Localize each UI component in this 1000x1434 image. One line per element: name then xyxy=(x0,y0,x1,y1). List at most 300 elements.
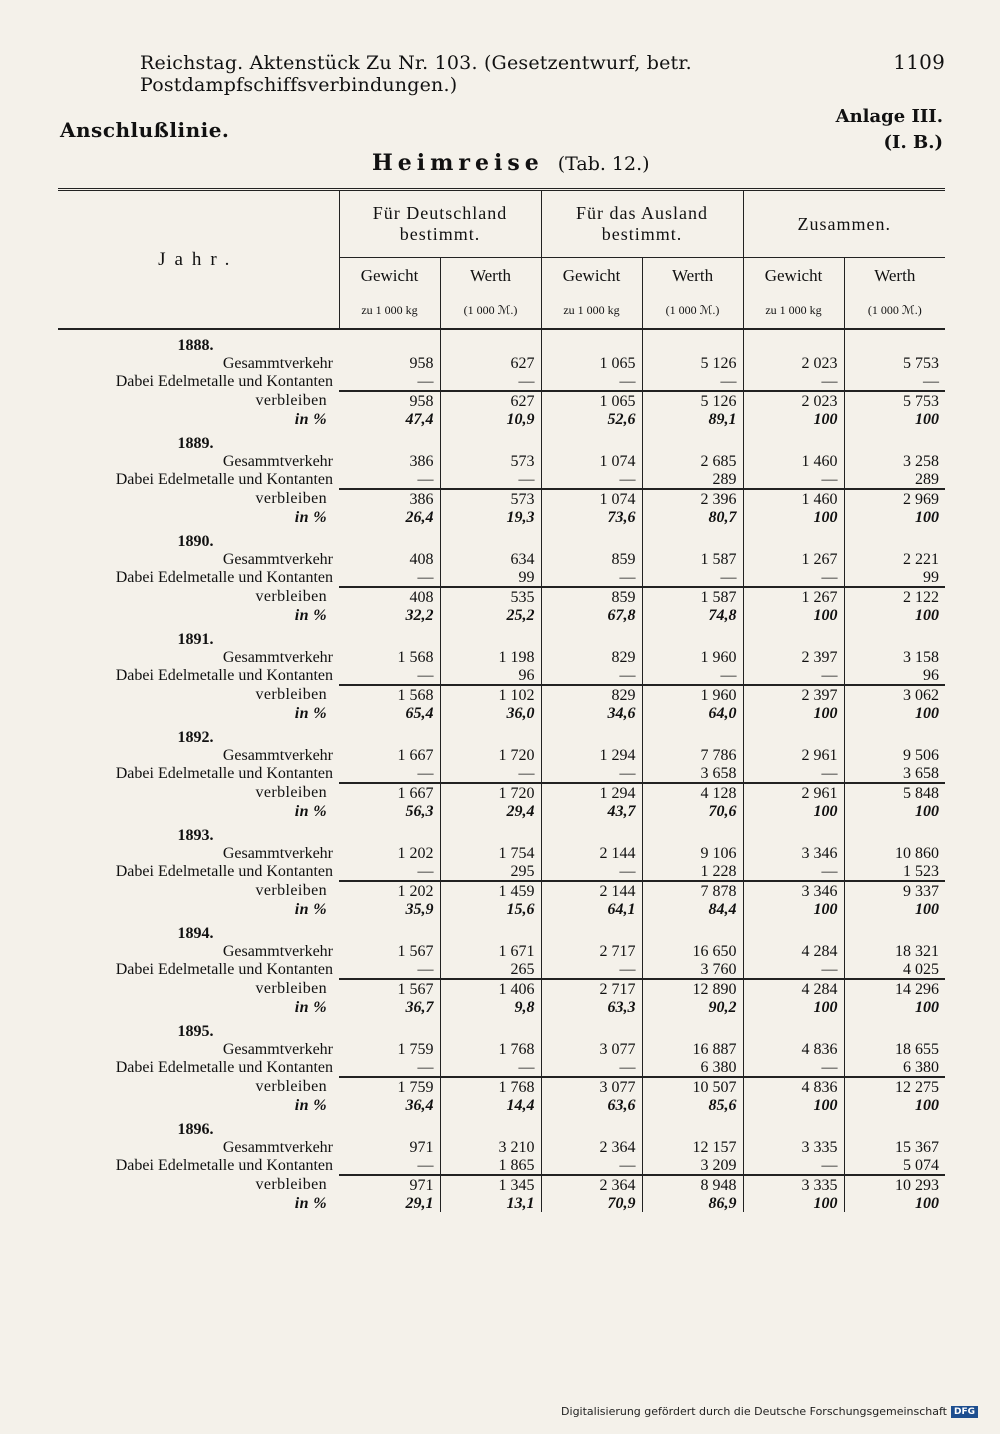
table-cell: 63,3 xyxy=(541,998,642,1016)
table-cell: — xyxy=(743,666,844,685)
table-cell: 18 655 xyxy=(895,1040,940,1058)
table-cell: 1 667 xyxy=(339,746,440,764)
table-cell: 3 158 xyxy=(903,648,940,666)
table-row xyxy=(58,900,945,918)
table-cell: 3 077 xyxy=(541,1040,642,1058)
table-cell xyxy=(339,820,440,844)
row-label: in % xyxy=(294,508,327,526)
table-cell: 1 074 xyxy=(541,489,642,508)
year-label: 1893. xyxy=(177,826,214,844)
table-cell xyxy=(844,1016,945,1040)
year-label: 1888. xyxy=(177,336,214,354)
table-cell xyxy=(440,526,541,550)
table-cell: 9 506 xyxy=(903,746,940,764)
table-cell: — xyxy=(541,1156,642,1175)
footer-text: Digitalisierung gefördert durch die Deutsche Forschungsgemeinschaft xyxy=(561,1405,947,1418)
table-row xyxy=(58,764,945,783)
table-cell: — xyxy=(541,764,642,783)
table-cell xyxy=(339,722,440,746)
table-cell: 100 xyxy=(915,802,940,820)
table-cell: 1 587 xyxy=(642,587,743,606)
table-cell: 2 144 xyxy=(541,881,642,900)
group-header-germany: Für Deutschland bestimmt. xyxy=(339,190,541,258)
table-cell: 2 969 xyxy=(844,489,945,508)
table-cell xyxy=(642,820,743,844)
table-cell: 627 xyxy=(440,391,541,410)
table-cell: — xyxy=(743,1058,844,1077)
table-cell xyxy=(844,722,945,746)
table-cell: 7 878 xyxy=(642,881,743,900)
row-label: verbleiben xyxy=(255,588,327,605)
table-cell: — xyxy=(440,372,541,391)
row-label: Dabei Edelmetalle und Kontanten xyxy=(115,765,333,782)
table-cell: — xyxy=(339,960,440,979)
annex-line-1: Anlage III. xyxy=(835,106,943,127)
table-cell xyxy=(642,526,743,550)
table-cell: 2 685 xyxy=(642,452,743,470)
row-label: verbleiben xyxy=(255,686,327,703)
table-cell: 265 xyxy=(440,960,541,979)
table-body xyxy=(58,329,945,1212)
year-label: 1889. xyxy=(177,434,214,452)
table-cell: 1 460 xyxy=(743,452,844,470)
table-cell: 3 658 xyxy=(903,764,940,782)
table-cell: — xyxy=(743,372,844,391)
table-cell: 1 202 xyxy=(339,844,440,862)
sub-header xyxy=(844,258,945,330)
year-row xyxy=(58,1114,945,1138)
table-cell: — xyxy=(541,666,642,685)
table-row xyxy=(58,998,945,1016)
table-row xyxy=(58,648,945,666)
table-title-text: Heimreise xyxy=(372,150,544,176)
group-header-total: Zusammen. xyxy=(743,190,945,258)
row-label: Dabei Edelmetalle und Kontanten xyxy=(115,569,333,586)
table-cell xyxy=(743,428,844,452)
table-cell: 1 567 xyxy=(339,979,440,998)
table-cell: 1 768 xyxy=(440,1040,541,1058)
table-cell: 3 210 xyxy=(440,1138,541,1156)
table-cell: 25,2 xyxy=(440,606,541,624)
table-cell xyxy=(844,820,945,844)
table-cell xyxy=(541,428,642,452)
table-cell: 2 397 xyxy=(743,685,844,704)
table-row xyxy=(58,1194,945,1212)
table-cell: — xyxy=(339,764,440,783)
row-label: verbleiben xyxy=(255,980,327,997)
table-row xyxy=(58,960,945,979)
table-row xyxy=(58,587,945,606)
footer xyxy=(561,1405,978,1418)
table-row xyxy=(58,1077,945,1096)
table-cell: 80,7 xyxy=(642,508,743,526)
table-cell: 4 128 xyxy=(642,783,743,802)
table-cell: 29,1 xyxy=(339,1194,440,1212)
table-cell xyxy=(642,428,743,452)
table-cell: 3 346 xyxy=(743,881,844,900)
table-row xyxy=(58,1175,945,1194)
table-cell: 19,3 xyxy=(440,508,541,526)
table-cell: 5 753 xyxy=(903,354,940,372)
row-label: Gesammtverkehr xyxy=(222,1138,333,1156)
table-cell: 386 xyxy=(339,452,440,470)
sub-header-unit: (1 000 ℳ.) xyxy=(867,303,922,317)
table-cell: — xyxy=(541,470,642,489)
row-label: in % xyxy=(294,900,327,918)
table-cell: 1 568 xyxy=(339,648,440,666)
table-cell xyxy=(440,722,541,746)
running-head xyxy=(140,50,945,96)
dfg-logo: DFG xyxy=(951,1406,978,1418)
table-cell xyxy=(541,526,642,550)
row-label: Dabei Edelmetalle und Kontanten xyxy=(115,1059,333,1076)
table-cell: 100 xyxy=(743,704,844,722)
table-cell xyxy=(339,918,440,942)
table-row xyxy=(58,1040,945,1058)
table-cell: 958 xyxy=(339,354,440,372)
table-cell xyxy=(541,1016,642,1040)
table-cell: 5 126 xyxy=(642,391,743,410)
table-cell: — xyxy=(339,862,440,881)
table-cell: 10 293 xyxy=(844,1175,945,1194)
table-cell xyxy=(642,624,743,648)
table-cell: 1 759 xyxy=(339,1040,440,1058)
table-cell: 15 367 xyxy=(895,1138,940,1156)
row-label: Gesammtverkehr xyxy=(222,648,333,666)
row-label: in % xyxy=(294,410,327,428)
table-row xyxy=(58,489,945,508)
table-row xyxy=(58,746,945,764)
table-cell: 100 xyxy=(915,900,940,918)
table-cell: 5 074 xyxy=(903,1156,940,1174)
table-cell xyxy=(440,918,541,942)
row-label: Dabei Edelmetalle und Kontanten xyxy=(115,961,333,978)
table-row xyxy=(58,783,945,802)
table-cell: 1 523 xyxy=(903,862,940,880)
table-cell: 1 065 xyxy=(541,391,642,410)
table-cell: 573 xyxy=(440,489,541,508)
row-label: Gesammtverkehr xyxy=(222,452,333,470)
row-label: verbleiben xyxy=(255,490,327,507)
table-row xyxy=(58,606,945,624)
table-cell: 3 346 xyxy=(743,844,844,862)
table-cell: 1 720 xyxy=(440,783,541,802)
table-cell xyxy=(440,624,541,648)
table-cell: 1 345 xyxy=(440,1175,541,1194)
table-cell: 4 836 xyxy=(743,1040,844,1058)
table-cell: 2 122 xyxy=(844,587,945,606)
table-cell: 8 948 xyxy=(642,1175,743,1194)
table-cell xyxy=(339,329,440,354)
table-cell: 295 xyxy=(440,862,541,881)
table-row xyxy=(58,410,945,428)
row-label: verbleiben xyxy=(255,784,327,801)
table-cell xyxy=(541,624,642,648)
row-label: verbleiben xyxy=(255,392,327,409)
table-cell xyxy=(743,1016,844,1040)
table-cell: 36,0 xyxy=(440,704,541,722)
table-cell: 1 294 xyxy=(541,783,642,802)
table-row xyxy=(58,372,945,391)
table-row xyxy=(58,844,945,862)
table-cell: — xyxy=(339,1058,440,1077)
table-cell: 829 xyxy=(541,685,642,704)
table-cell xyxy=(743,820,844,844)
table-cell: 4 025 xyxy=(903,960,940,978)
table-cell: 289 xyxy=(642,470,743,489)
table-cell: 2 961 xyxy=(743,746,844,764)
table-cell: 5 126 xyxy=(642,354,743,372)
year-row xyxy=(58,526,945,550)
table-cell: — xyxy=(743,1156,844,1175)
year-label: 1890. xyxy=(177,532,214,550)
sub-header xyxy=(642,258,743,330)
table-cell: 86,9 xyxy=(642,1194,743,1212)
table-cell: 16 887 xyxy=(642,1040,743,1058)
table-cell: 6 380 xyxy=(903,1058,940,1076)
year-row xyxy=(58,820,945,844)
table-cell: 65,4 xyxy=(339,704,440,722)
table-cell: 100 xyxy=(743,508,844,526)
table-cell xyxy=(339,624,440,648)
table-cell: 90,2 xyxy=(642,998,743,1016)
table-cell: 535 xyxy=(440,587,541,606)
year-row xyxy=(58,918,945,942)
table-cell: 47,4 xyxy=(339,410,440,428)
table-cell: 1 459 xyxy=(440,881,541,900)
row-label: verbleiben xyxy=(255,1078,327,1095)
row-label: Dabei Edelmetalle und Kontanten xyxy=(115,471,333,488)
table-cell xyxy=(743,329,844,354)
year-label: 1895. xyxy=(177,1022,214,1040)
table-row xyxy=(58,1096,945,1114)
table-cell: 5 753 xyxy=(844,391,945,410)
table-cell xyxy=(440,1114,541,1138)
table-cell xyxy=(541,820,642,844)
table-cell: 100 xyxy=(743,900,844,918)
annex-label xyxy=(836,104,943,156)
sub-header-label: Werth xyxy=(874,266,916,285)
table-cell xyxy=(339,428,440,452)
table-cell xyxy=(339,1016,440,1040)
table-cell: 1 865 xyxy=(440,1156,541,1175)
table-cell: 1 294 xyxy=(541,746,642,764)
sub-header-unit: (1 000 ℳ.) xyxy=(463,303,518,317)
year-label: 1894. xyxy=(177,924,214,942)
table-row xyxy=(58,666,945,685)
table-cell: 971 xyxy=(339,1175,440,1194)
row-label: Gesammtverkehr xyxy=(222,942,333,960)
table-cell: 6 380 xyxy=(642,1058,743,1077)
table-cell: 56,3 xyxy=(339,802,440,820)
table-cell: 1 568 xyxy=(339,685,440,704)
table-cell: 96 xyxy=(440,666,541,685)
table-cell xyxy=(844,526,945,550)
page-number: 1109 xyxy=(893,50,945,74)
table-cell xyxy=(339,1114,440,1138)
table-cell: 1 720 xyxy=(440,746,541,764)
row-label: Gesammtverkehr xyxy=(222,550,333,568)
year-label: 1896. xyxy=(177,1120,214,1138)
table-cell: 1 202 xyxy=(339,881,440,900)
sub-header-unit: zu 1 000 kg xyxy=(361,303,418,317)
annex-line-2: (I. B.) xyxy=(883,132,943,153)
table-cell: 74,8 xyxy=(642,606,743,624)
table-cell: 85,6 xyxy=(642,1096,743,1114)
row-label: Dabei Edelmetalle und Kontanten xyxy=(115,863,333,880)
table-row xyxy=(58,704,945,722)
table-cell: 43,7 xyxy=(541,802,642,820)
table-cell: 1 460 xyxy=(743,489,844,508)
sub-header-label: Werth xyxy=(671,266,714,285)
table-cell: 100 xyxy=(915,508,940,526)
table-cell: 829 xyxy=(541,648,642,666)
table-cell: 2 221 xyxy=(903,550,940,568)
table-cell: 100 xyxy=(743,1096,844,1114)
table-cell: — xyxy=(339,372,440,391)
sub-header-label: Werth xyxy=(469,266,512,285)
sub-header xyxy=(743,258,844,330)
table-cell: 70,6 xyxy=(642,802,743,820)
sub-header-label: Gewicht xyxy=(764,266,823,285)
table-cell: 3 258 xyxy=(903,452,940,470)
table-cell: 971 xyxy=(339,1138,440,1156)
table-cell: 2 023 xyxy=(743,354,844,372)
table-cell: 89,1 xyxy=(642,410,743,428)
year-row xyxy=(58,329,945,354)
table-row xyxy=(58,550,945,568)
row-label: in % xyxy=(294,802,327,820)
table-cell: — xyxy=(339,470,440,489)
table-cell: 10 507 xyxy=(642,1077,743,1096)
year-row xyxy=(58,624,945,648)
table-cell: 100 xyxy=(743,410,844,428)
table-cell: 408 xyxy=(339,550,440,568)
row-label: in % xyxy=(294,998,327,1016)
row-label: Gesammtverkehr xyxy=(222,1040,333,1058)
statistics-table xyxy=(58,188,945,1212)
table-cell: 64,0 xyxy=(642,704,743,722)
table-row xyxy=(58,685,945,704)
table-cell: 3 335 xyxy=(743,1175,844,1194)
table-cell: 3 209 xyxy=(642,1156,743,1175)
table-cell: 12 275 xyxy=(844,1077,945,1096)
table-row xyxy=(58,568,945,587)
year-label: 1892. xyxy=(177,728,214,746)
sub-header xyxy=(339,258,440,330)
table-cell: 1 074 xyxy=(541,452,642,470)
table-cell: 1 567 xyxy=(339,942,440,960)
year-column-header: Jahr. xyxy=(58,190,339,330)
table-cell xyxy=(339,526,440,550)
year-row xyxy=(58,428,945,452)
table-title xyxy=(372,150,650,176)
table-cell xyxy=(642,1016,743,1040)
table-row xyxy=(58,508,945,526)
table-cell xyxy=(642,1114,743,1138)
table-cell: 1 960 xyxy=(642,648,743,666)
table-cell xyxy=(440,1016,541,1040)
table-cell: 26,4 xyxy=(339,508,440,526)
table-cell: 1 198 xyxy=(440,648,541,666)
table-cell: 9 106 xyxy=(642,844,743,862)
table-cell xyxy=(541,722,642,746)
table-cell: 73,6 xyxy=(541,508,642,526)
table-cell xyxy=(743,722,844,746)
table-cell: 3 760 xyxy=(642,960,743,979)
table-cell: 4 284 xyxy=(743,979,844,998)
table-cell: — xyxy=(743,960,844,979)
table-cell: 63,6 xyxy=(541,1096,642,1114)
table-row xyxy=(58,1138,945,1156)
table-cell: 573 xyxy=(440,452,541,470)
sub-header-unit: zu 1 000 kg xyxy=(765,303,822,317)
table-cell: 13,1 xyxy=(440,1194,541,1212)
table-cell: 1 228 xyxy=(642,862,743,881)
row-label: in % xyxy=(294,606,327,624)
table-row xyxy=(58,979,945,998)
table-cell: — xyxy=(440,1058,541,1077)
table-cell: 2 397 xyxy=(743,648,844,666)
table-cell: — xyxy=(642,372,743,391)
table-cell: 1 960 xyxy=(642,685,743,704)
table-cell: 408 xyxy=(339,587,440,606)
table-cell: 859 xyxy=(541,587,642,606)
table-cell xyxy=(844,918,945,942)
table-cell xyxy=(642,918,743,942)
table-cell: 958 xyxy=(339,391,440,410)
year-row xyxy=(58,1016,945,1040)
table-reference: (Tab. 12.) xyxy=(557,153,650,175)
table-cell: — xyxy=(642,568,743,587)
table-cell: — xyxy=(541,372,642,391)
table-cell: 2 144 xyxy=(541,844,642,862)
table-row xyxy=(58,452,945,470)
table-cell xyxy=(541,329,642,354)
table-cell: 29,4 xyxy=(440,802,541,820)
table-cell: 32,2 xyxy=(339,606,440,624)
table-cell: 9 337 xyxy=(844,881,945,900)
sub-header xyxy=(440,258,541,330)
table-cell: 10 860 xyxy=(895,844,940,862)
table-cell: — xyxy=(339,1156,440,1175)
table-cell: 36,4 xyxy=(339,1096,440,1114)
table-row xyxy=(58,1058,945,1077)
table-cell: 2 364 xyxy=(541,1138,642,1156)
section-label: Anschlußlinie. xyxy=(60,118,230,142)
group-header-abroad: Für das Ausland bestimmt. xyxy=(541,190,743,258)
table-cell xyxy=(844,1114,945,1138)
year-row xyxy=(58,722,945,746)
table-cell xyxy=(541,918,642,942)
table-cell: — xyxy=(743,568,844,587)
table-cell: — xyxy=(541,960,642,979)
row-label: verbleiben xyxy=(255,1176,327,1193)
table-cell: 99 xyxy=(923,568,940,586)
table-row xyxy=(58,942,945,960)
table-cell: 100 xyxy=(915,998,940,1016)
table-cell: 100 xyxy=(743,998,844,1016)
table-cell: 100 xyxy=(743,802,844,820)
table-cell: 35,9 xyxy=(339,900,440,918)
table-row xyxy=(58,1156,945,1175)
table-cell: 4 284 xyxy=(743,942,844,960)
row-label: Dabei Edelmetalle und Kontanten xyxy=(115,1157,333,1174)
table-cell xyxy=(541,1114,642,1138)
row-label: in % xyxy=(294,704,327,722)
table-cell: 15,6 xyxy=(440,900,541,918)
row-label: Dabei Edelmetalle und Kontanten xyxy=(115,667,333,684)
